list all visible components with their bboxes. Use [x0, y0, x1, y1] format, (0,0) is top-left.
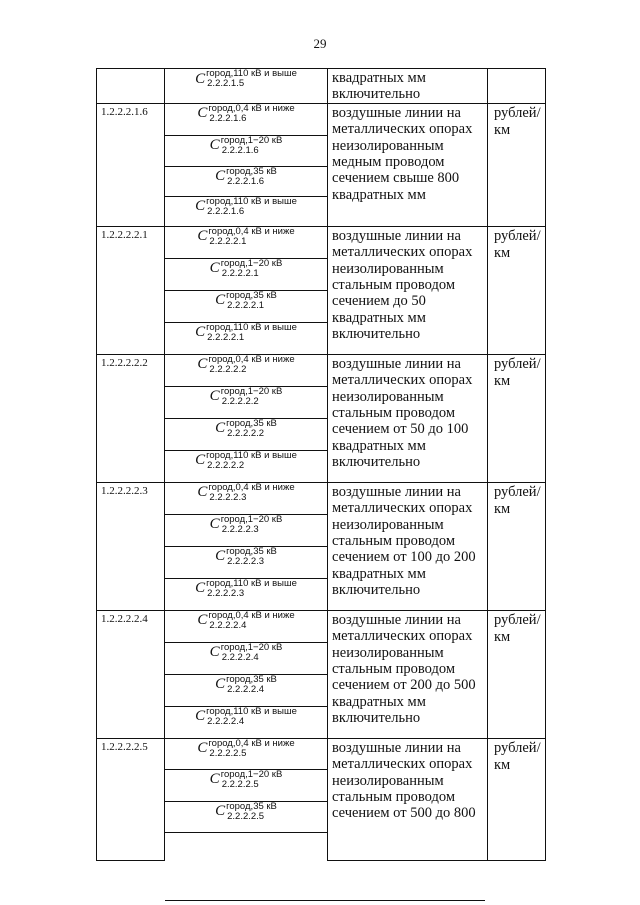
row-code: 1.2.2.2.2.3 [97, 482, 165, 610]
row-code: 1.2.2.2.2.4 [97, 610, 165, 738]
row-code: 1.2.2.2.2.1 [97, 226, 165, 354]
table-row [97, 103, 546, 135]
rate-symbol: C город,1−20 кВ 2.2.2.2.1 [165, 258, 328, 290]
rate-symbol: C город,110 кВ и выше 2.2.2.2.3 [165, 578, 328, 610]
rate-symbol: C город,0,4 кВ и ниже 2.2.2.2.1 [165, 226, 328, 258]
rate-symbol: C город,1−20 кВ 2.2.2.2.5 [165, 769, 328, 801]
page-bottom-rule [165, 900, 485, 901]
row-description: воздушные линии на металлических опорах неизолированным стальным проводом сечением от 50 до 100 квадратных мм включительно [328, 354, 488, 482]
row-unit: рублей/км [488, 610, 546, 738]
rate-symbol [165, 832, 328, 861]
rate-symbol: C город,110 кВ и выше 2.2.2.1.6 [165, 196, 328, 226]
row-unit: рублей/км [488, 482, 546, 610]
table-row [97, 738, 546, 769]
row-description: воздушные линии на металлических опорах неизолированным стальным проводом сечением от 500 до 800 [328, 738, 488, 861]
table-row [97, 226, 546, 258]
rate-symbol: C город,35 кВ 2.2.2.2.5 [165, 801, 328, 832]
rate-symbol: C город,35 кВ 2.2.2.2.2 [165, 418, 328, 450]
rate-symbol: C город,110 кВ и выше 2.2.2.2.1 [165, 322, 328, 354]
row-description: квадратных мм включительно [328, 69, 488, 104]
rate-symbol: C город,0,4 кВ и ниже 2.2.2.2.5 [165, 738, 328, 769]
row-unit: рублей/км [488, 738, 546, 861]
rate-symbol: C город,0,4 кВ и ниже 2.2.2.1.6 [165, 103, 328, 135]
rate-symbol: C город,1−20 кВ 2.2.2.2.4 [165, 642, 328, 674]
rate-symbol: C город,35 кВ 2.2.2.2.4 [165, 674, 328, 706]
page-number: 29 [313, 36, 327, 51]
rate-symbol: C город,110 кВ и выше 2.2.2.2.4 [165, 706, 328, 738]
row-code: 1.2.2.2.2.5 [97, 738, 165, 861]
table-row [97, 610, 546, 642]
rate-symbol: C город,0,4 кВ и ниже 2.2.2.2.3 [165, 482, 328, 514]
row-description: воздушные линии на металлических опорах неизолированным стальным проводом сечением до 50 квадратных мм включительно [328, 226, 488, 354]
rate-symbol: C город,110 кВ и выше 2.2.2.1.5 [165, 69, 328, 104]
row-unit: рублей/км [488, 226, 546, 354]
table-row [97, 482, 546, 514]
table-row [97, 69, 546, 104]
tariff-table [96, 68, 546, 861]
row-description: воздушные линии на металлических опорах неизолированным стальным проводом сечением от 100 до 200 квадратных мм включительно [328, 482, 488, 610]
rate-symbol: C город,0,4 кВ и ниже 2.2.2.2.4 [165, 610, 328, 642]
table-row [97, 354, 546, 386]
rate-symbol: C город,1−20 кВ 2.2.2.2.3 [165, 514, 328, 546]
row-unit: рублей/км [488, 103, 546, 226]
row-unit: рублей/км [488, 354, 546, 482]
rate-symbol: C город,110 кВ и выше 2.2.2.2.2 [165, 450, 328, 482]
row-description: воздушные линии на металлических опорах неизолированным стальным проводом сечением от 200 до 500 квадратных мм включительно [328, 610, 488, 738]
rate-symbol: C город,35 кВ 2.2.2.2.3 [165, 546, 328, 578]
row-code: 1.2.2.2.2.2 [97, 354, 165, 482]
rate-symbol: C город,0,4 кВ и ниже 2.2.2.2.2 [165, 354, 328, 386]
row-description: воздушные линии на металлических опорах неизолированным медным проводом сечением свыше 800 квадратных мм [328, 103, 488, 226]
rate-symbol: C город,35 кВ 2.2.2.1.6 [165, 166, 328, 196]
row-code [97, 69, 165, 104]
row-code: 1.2.2.2.1.6 [97, 103, 165, 226]
rate-symbol: C город,1−20 кВ 2.2.2.1.6 [165, 135, 328, 166]
rate-symbol: C город,35 кВ 2.2.2.2.1 [165, 290, 328, 322]
rate-symbol: C город,1−20 кВ 2.2.2.2.2 [165, 386, 328, 418]
row-unit [488, 69, 546, 104]
